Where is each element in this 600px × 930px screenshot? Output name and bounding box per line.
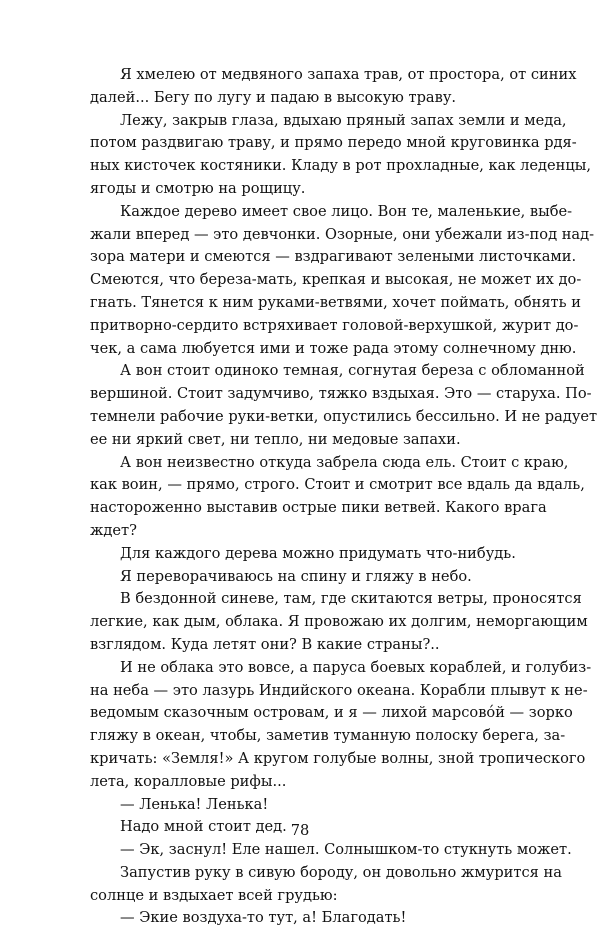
text-line: ждет? bbox=[90, 521, 137, 539]
text-line: Надо мной стоит дед. bbox=[120, 818, 287, 836]
text-line: потом раздвигаю траву, и прямо передо мной круговинка рдя- bbox=[90, 134, 577, 152]
text-line: далей... Бегу по лугу и падаю в высокую траву. bbox=[90, 88, 457, 106]
text-line: легкие, как дым, облака. Я провожаю их долгим, неморгающим bbox=[90, 613, 588, 631]
paragraph bbox=[90, 360, 598, 451]
paragraph bbox=[90, 907, 541, 930]
text-line: зора матери и смеются — вздрагивают зелеными листочками. bbox=[90, 248, 577, 266]
text-line: на неба — это лазурь Индийского океана. Корабли плывут к не- bbox=[90, 681, 588, 699]
text-line: Каждое дерево имеет свое лицо. Вон те, маленькие, выбе- bbox=[120, 202, 573, 220]
paragraph bbox=[90, 64, 577, 110]
text-line: настороженно выставив острые пики ветвей. Какого врага bbox=[90, 499, 547, 517]
text-line: — Экие воздуха-то тут, а! Благодать! bbox=[120, 909, 407, 927]
text-line: чек, а сама любуется ими и тоже рада этому солнечному дню. bbox=[90, 339, 577, 357]
text-line: ягоды и смотрю на рощицу. bbox=[90, 179, 306, 197]
text-line: Я хмелею от медвяного запаха трав, от простора, от синих bbox=[120, 66, 577, 83]
text-line: лета, коралловые рифы... bbox=[90, 772, 287, 790]
text-line: — Эк, заснул! Еле нашел. Солнышком-то стукнуть может. bbox=[120, 841, 572, 859]
text-line: вершиной. Стоит задумчиво, тяжко вздыхая. Это — старуха. По- bbox=[90, 385, 592, 403]
paragraph bbox=[90, 657, 592, 794]
text-line: взглядом. Куда летят они? В какие страны?.. bbox=[90, 635, 440, 653]
text-line: жали вперед — это девчонки. Озорные, они убежали из-под над- bbox=[90, 225, 595, 243]
text-line: ведомым сказочным островам, и я — лихой марсовóй — зорко bbox=[90, 704, 573, 722]
text-line: — Ленька! Ленька! bbox=[120, 795, 269, 813]
text-line: гляжу в океан, чтобы, заметив туманную полоску берега, за- bbox=[90, 727, 566, 745]
text-line: Смеются, что береза-мать, крепкая и высокая, не может их до- bbox=[90, 271, 582, 289]
text-line: как воин, — прямо, строго. Стоит и смотрит все вдаль да вдаль, bbox=[90, 476, 585, 494]
text-line: А вон стоит одиноко темная, согнутая береза с обломанной bbox=[120, 362, 585, 380]
text-line: Я переворачиваюсь на спину и гляжу в небо. bbox=[120, 567, 472, 585]
paragraph bbox=[90, 110, 592, 201]
text-line: притворно-сердито встряхивает головой-верхушкой, журит до- bbox=[90, 316, 579, 334]
text-line: А вон неизвестно откуда забрела сюда ель. Стоит с краю, bbox=[120, 453, 569, 471]
text-line: Запустив руку в сивую бороду, он довольно жмурится на bbox=[120, 863, 562, 881]
paragraph bbox=[90, 588, 588, 656]
paragraph bbox=[90, 452, 585, 543]
text-line: Для каждого дерева можно придумать что-нибудь. bbox=[120, 544, 516, 562]
text-line: гнать. Тянется к ним руками-ветвями, хочет поймать, обнять и bbox=[90, 293, 581, 311]
text-line: В бездонной синеве, там, где скитаются ветры, проносятся bbox=[120, 590, 582, 608]
paragraph bbox=[90, 201, 595, 361]
paragraph bbox=[90, 839, 572, 862]
text-line: солнце и вздыхает всей грудью: bbox=[90, 886, 338, 904]
paragraph bbox=[90, 566, 541, 589]
paragraph bbox=[90, 543, 541, 566]
text-line: темнели рабочие руки-ветки, опустились бессильно. И не радует bbox=[90, 407, 598, 425]
text-line: Лежу, закрыв глаза, вдыхаю пряный запах земли и меда, bbox=[120, 111, 567, 129]
text-line: кричать: «Земля!» А кругом голубые волны, зной тропического bbox=[90, 749, 586, 767]
text-line: ее ни яркий свет, ни тепло, ни медовые запахи. bbox=[90, 430, 461, 448]
page-text bbox=[90, 64, 598, 930]
paragraph bbox=[90, 794, 541, 817]
text-line: ных кисточек костяники. Кладу в рот прохладные, как леденцы, bbox=[90, 157, 592, 175]
paragraph bbox=[90, 862, 562, 908]
page-number: 78 bbox=[290, 822, 310, 839]
text-line: И не облака это вовсе, а паруса боевых кораблей, и голубиз- bbox=[120, 658, 592, 676]
